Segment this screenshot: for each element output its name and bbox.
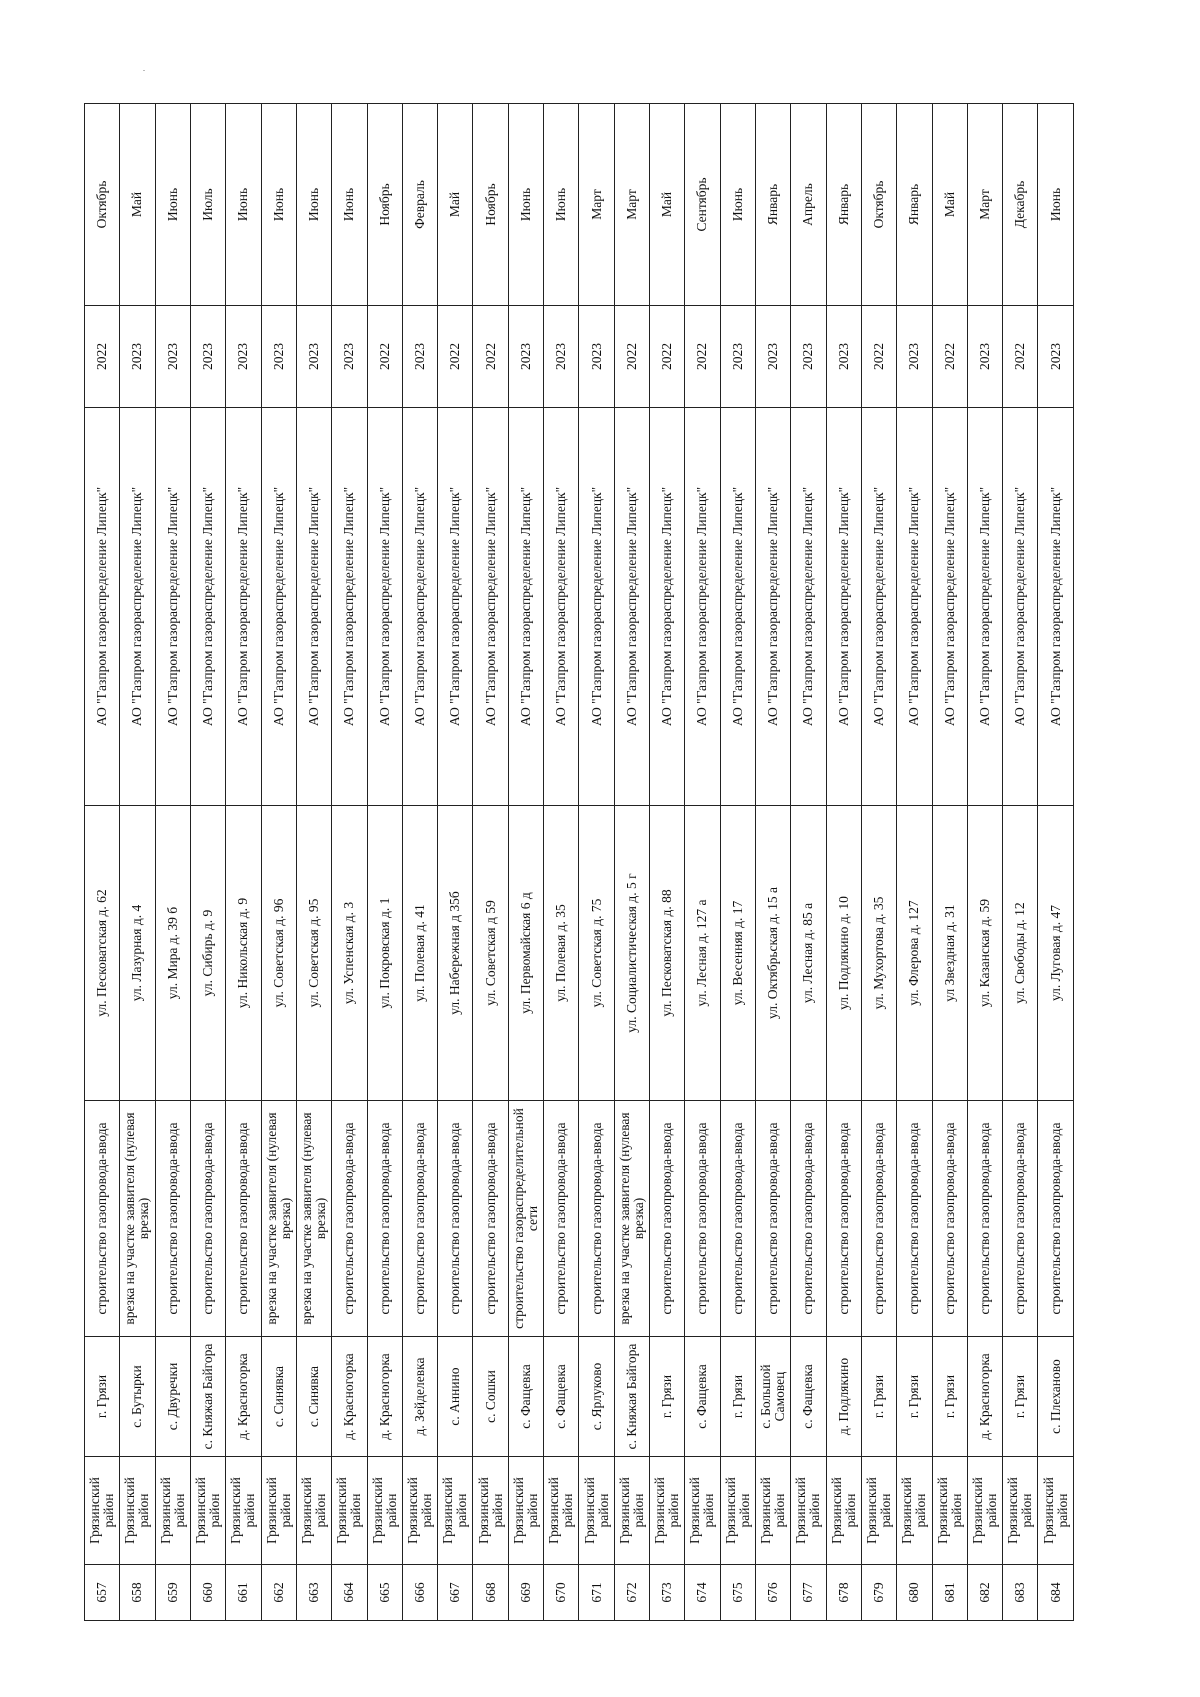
row-number: 679 (861, 1565, 896, 1621)
locality-cell: с. Синявка (296, 1337, 331, 1457)
year-cell: 2023 (791, 306, 826, 408)
address-cell: ул. Первомайская 6 д (508, 806, 543, 1101)
district-cell: Грязинский район (296, 1457, 331, 1565)
year-cell: 2023 (897, 306, 932, 408)
locality-cell: д. Зейделевка (402, 1337, 437, 1457)
locality-cell: с. Княжая Байгора (190, 1337, 225, 1457)
row-number: 670 (544, 1565, 579, 1621)
month-cell: Июнь (261, 104, 296, 306)
row-number: 669 (508, 1565, 543, 1621)
table-row (861, 104, 896, 1621)
row-number: 674 (685, 1565, 720, 1621)
locality-cell: с. Фащевка (544, 1337, 579, 1457)
organization-cell: АО "Газпром газораспределение Липецк" (544, 408, 579, 806)
work-type-cell: строительство газопровода-ввода (332, 1101, 367, 1337)
year-cell: 2023 (402, 306, 437, 408)
year-cell: 2023 (261, 306, 296, 408)
row-number: 658 (120, 1565, 155, 1621)
row-number: 665 (367, 1565, 402, 1621)
table-row (1038, 104, 1074, 1621)
year-cell: 2023 (190, 306, 225, 408)
work-type-cell: строительство газопровода-ввода (579, 1101, 614, 1337)
work-type-cell: строительство газопровода-ввода (473, 1101, 508, 1337)
organization-cell: АО "Газпром газораспределение Липецк" (967, 408, 1002, 806)
locality-cell: с. Княжая Байгора (614, 1337, 649, 1457)
work-type-cell: врезка на участке заявителя (нулевая врезка) (614, 1101, 649, 1337)
locality-cell: с. Фащевка (508, 1337, 543, 1457)
locality-cell: с. Большой Самовец (755, 1337, 790, 1457)
work-type-cell: строительство газопровода-ввода (897, 1101, 932, 1337)
address-cell: ул. Советская д 59 (473, 806, 508, 1101)
table-row (438, 104, 473, 1621)
organization-cell: АО "Газпром газораспределение Липецк" (332, 408, 367, 806)
row-number: 676 (755, 1565, 790, 1621)
address-cell: ул. Мухортова д. 35 (861, 806, 896, 1101)
locality-cell: д. Красногорка (332, 1337, 367, 1457)
month-cell: Март (579, 104, 614, 306)
address-cell: ул. Советская д. 75 (579, 806, 614, 1101)
row-number: 684 (1038, 1565, 1074, 1621)
locality-cell: г. Грязи (720, 1337, 755, 1457)
month-cell: Июнь (720, 104, 755, 306)
year-cell: 2022 (367, 306, 402, 408)
organization-cell: АО "Газпром газораспределение Липецк" (1038, 408, 1074, 806)
organization-cell: АО "Газпром газораспределение Липецк" (791, 408, 826, 806)
row-number: 675 (720, 1565, 755, 1621)
district-cell: Грязинский район (367, 1457, 402, 1565)
table-row (791, 104, 826, 1621)
table-row (614, 104, 649, 1621)
month-cell: Январь (897, 104, 932, 306)
district-cell: Грязинский район (402, 1457, 437, 1565)
address-cell: ул. Сибирь д. 9 (190, 806, 225, 1101)
address-cell: ул. Советская д. 95 (296, 806, 331, 1101)
work-type-cell: строительство газопровода-ввода (685, 1101, 720, 1337)
year-cell: 2022 (85, 306, 120, 408)
district-cell: Грязинский район (755, 1457, 790, 1565)
address-cell: ул. Полевая д. 35 (544, 806, 579, 1101)
year-cell: 2023 (967, 306, 1002, 408)
organization-cell: АО "Газпром газораспределение Липецк" (226, 408, 261, 806)
row-number: 664 (332, 1565, 367, 1621)
table-row (1003, 104, 1038, 1621)
table-row (85, 104, 120, 1621)
rotated-table-container (84, 104, 1074, 1621)
district-cell: Грязинский район (967, 1457, 1002, 1565)
month-cell: Январь (755, 104, 790, 306)
row-number: 668 (473, 1565, 508, 1621)
row-number: 663 (296, 1565, 331, 1621)
year-cell: 2023 (720, 306, 755, 408)
locality-cell: с. Плеханово (1038, 1337, 1074, 1457)
district-cell: Грязинский район (120, 1457, 155, 1565)
year-cell: 2022 (438, 306, 473, 408)
district-cell: Грязинский район (85, 1457, 120, 1565)
year-cell: 2023 (1038, 306, 1074, 408)
address-cell: ул. Никольская д. 9 (226, 806, 261, 1101)
work-type-cell: строительство газопровода-ввода (438, 1101, 473, 1337)
organization-cell: АО "Газпром газораспределение Липецк" (367, 408, 402, 806)
district-cell: Грязинский район (332, 1457, 367, 1565)
district-cell: Грязинский район (685, 1457, 720, 1565)
month-cell: Июнь (226, 104, 261, 306)
year-cell: 2023 (755, 306, 790, 408)
table-row (473, 104, 508, 1621)
locality-cell: с. Фащевка (685, 1337, 720, 1457)
row-number: 672 (614, 1565, 649, 1621)
address-cell: ул. Свободы д. 12 (1003, 806, 1038, 1101)
year-cell: 2023 (226, 306, 261, 408)
district-cell: Грязинский район (791, 1457, 826, 1565)
month-cell: Декабрь (1003, 104, 1038, 306)
row-number: 678 (826, 1565, 861, 1621)
work-type-cell: строительство газопровода-ввода (367, 1101, 402, 1337)
month-cell: Июнь (155, 104, 190, 306)
address-cell: ул. Песковатская д. 88 (650, 806, 685, 1101)
address-cell: ул. Луговая д. 47 (1038, 806, 1074, 1101)
month-cell: Октябрь (861, 104, 896, 306)
month-cell: Май (932, 104, 967, 306)
row-number: 662 (261, 1565, 296, 1621)
address-cell: ул. Песковатская д. 62 (85, 806, 120, 1101)
address-cell: ул. Лазурная д. 4 (120, 806, 155, 1101)
row-number: 661 (226, 1565, 261, 1621)
organization-cell: АО "Газпром газораспределение Липецк" (85, 408, 120, 806)
district-cell: Грязинский район (544, 1457, 579, 1565)
organization-cell: АО "Газпром газораспределение Липецк" (473, 408, 508, 806)
table-row (932, 104, 967, 1621)
locality-cell: г. Грязи (897, 1337, 932, 1457)
locality-cell: г. Грязи (650, 1337, 685, 1457)
locality-cell: д. Подлякино (826, 1337, 861, 1457)
organization-cell: АО "Газпром газораспределение Липецк" (897, 408, 932, 806)
month-cell: Ноябрь (473, 104, 508, 306)
district-cell: Грязинский район (190, 1457, 225, 1565)
table-row (367, 104, 402, 1621)
work-type-cell: строительство газопровода-ввода (932, 1101, 967, 1337)
year-cell: 2022 (650, 306, 685, 408)
month-cell: Июнь (508, 104, 543, 306)
address-cell: ул. Успенская д. 3 (332, 806, 367, 1101)
organization-cell: АО "Газпром газораспределение Липецк" (508, 408, 543, 806)
table-row (650, 104, 685, 1621)
year-cell: 2022 (473, 306, 508, 408)
address-cell: ул. Октябрьская д. 15 а (755, 806, 790, 1101)
district-cell: Грязинский район (438, 1457, 473, 1565)
district-cell: Грязинский район (614, 1457, 649, 1565)
table-row (755, 104, 790, 1621)
year-cell: 2023 (296, 306, 331, 408)
organization-cell: АО "Газпром газораспределение Липецк" (120, 408, 155, 806)
organization-cell: АО "Газпром газораспределение Липецк" (296, 408, 331, 806)
locality-cell: г. Грязи (85, 1337, 120, 1457)
year-cell: 2023 (508, 306, 543, 408)
district-cell: Грязинский район (579, 1457, 614, 1565)
row-number: 666 (402, 1565, 437, 1621)
table-row (120, 104, 155, 1621)
row-number: 659 (155, 1565, 190, 1621)
table-row (544, 104, 579, 1621)
year-cell: 2022 (685, 306, 720, 408)
address-cell: ул. Набережная д 35б (438, 806, 473, 1101)
organization-cell: АО "Газпром газораспределение Липецк" (1003, 408, 1038, 806)
row-number: 677 (791, 1565, 826, 1621)
address-cell: ул. Покровская д. 1 (367, 806, 402, 1101)
year-cell: 2023 (120, 306, 155, 408)
month-cell: Июнь (332, 104, 367, 306)
month-cell: Июнь (1038, 104, 1074, 306)
organization-cell: АО "Газпром газораспределение Липецк" (614, 408, 649, 806)
organization-cell: АО "Газпром газораспределение Липецк" (826, 408, 861, 806)
locality-cell: с. Сошки (473, 1337, 508, 1457)
row-number: 680 (897, 1565, 932, 1621)
address-cell: ул. Лесная д. 127 а (685, 806, 720, 1101)
organization-cell: АО "Газпром газораспределение Липецк" (861, 408, 896, 806)
table-row (579, 104, 614, 1621)
work-type-cell: строительство газопровода-ввода (755, 1101, 790, 1337)
gas-connection-table (84, 103, 1074, 1621)
work-type-cell: врезка на участке заявителя (нулевая врезка) (261, 1101, 296, 1337)
organization-cell: АО "Газпром газораспределение Липецк" (579, 408, 614, 806)
month-cell: Ноябрь (367, 104, 402, 306)
address-cell: ул. Казанская д. 59 (967, 806, 1002, 1101)
year-cell: 2022 (614, 306, 649, 408)
work-type-cell: врезка на участке заявителя (нулевая врезка) (120, 1101, 155, 1337)
work-type-cell: строительство газопровода-ввода (1003, 1101, 1038, 1337)
district-cell: Грязинский район (932, 1457, 967, 1565)
organization-cell: АО "Газпром газораспределение Липецк" (685, 408, 720, 806)
locality-cell: с. Бутырки (120, 1337, 155, 1457)
locality-cell: с. Фащевка (791, 1337, 826, 1457)
work-type-cell: строительство газопровода-ввода (967, 1101, 1002, 1337)
work-type-cell: строительство газопровода-ввода (155, 1101, 190, 1337)
month-cell: Июнь (296, 104, 331, 306)
locality-cell: с. Синявка (261, 1337, 296, 1457)
district-cell: Грязинский район (261, 1457, 296, 1565)
work-type-cell: строительство газопровода-ввода (402, 1101, 437, 1337)
table-row (897, 104, 932, 1621)
work-type-cell: врезка на участке заявителя (нулевая врезка) (296, 1101, 331, 1337)
table-row (296, 104, 331, 1621)
district-cell: Грязинский район (650, 1457, 685, 1565)
table-row (720, 104, 755, 1621)
month-cell: Апрель (791, 104, 826, 306)
row-number: 683 (1003, 1565, 1038, 1621)
month-cell: Январь (826, 104, 861, 306)
year-cell: 2022 (861, 306, 896, 408)
locality-cell: с. Двуречки (155, 1337, 190, 1457)
district-cell: Грязинский район (1038, 1457, 1074, 1565)
month-cell: Май (438, 104, 473, 306)
district-cell: Грязинский район (826, 1457, 861, 1565)
locality-cell: г. Грязи (861, 1337, 896, 1457)
work-type-cell: строительство газопровода-ввода (226, 1101, 261, 1337)
organization-cell: АО "Газпром газораспределение Липецк" (438, 408, 473, 806)
work-type-cell: строительство газопровода-ввода (650, 1101, 685, 1337)
table-row (508, 104, 543, 1621)
year-cell: 2023 (332, 306, 367, 408)
row-number: 673 (650, 1565, 685, 1621)
year-cell: 2023 (579, 306, 614, 408)
organization-cell: АО "Газпром газораспределение Липецк" (155, 408, 190, 806)
locality-cell: д. Красногорка (367, 1337, 402, 1457)
month-cell: Февраль (402, 104, 437, 306)
organization-cell: АО "Газпром газораспределение Липецк" (402, 408, 437, 806)
work-type-cell: строительство газопровода-ввода (85, 1101, 120, 1337)
month-cell: Май (650, 104, 685, 306)
month-cell: Сентябрь (685, 104, 720, 306)
work-type-cell: строительство газопровода-ввода (1038, 1101, 1074, 1337)
year-cell: 2022 (1003, 306, 1038, 408)
district-cell: Грязинский район (226, 1457, 261, 1565)
month-cell: Май (120, 104, 155, 306)
year-cell: 2022 (932, 306, 967, 408)
organization-cell: АО "Газпром газораспределение Липецк" (190, 408, 225, 806)
month-cell: Июнь (544, 104, 579, 306)
table-row (155, 104, 190, 1621)
address-cell: ул. Подлякино д. 10 (826, 806, 861, 1101)
work-type-cell: строительство газопровода-ввода (791, 1101, 826, 1337)
row-number: 660 (190, 1565, 225, 1621)
locality-cell: с. Аннино (438, 1337, 473, 1457)
row-number: 682 (967, 1565, 1002, 1621)
district-cell: Грязинский район (720, 1457, 755, 1565)
address-cell: ул. Полевая д. 41 (402, 806, 437, 1101)
work-type-cell: строительство газораспределительной сети (508, 1101, 543, 1337)
table-body (85, 104, 1074, 1621)
year-cell: 2023 (826, 306, 861, 408)
work-type-cell: строительство газопровода-ввода (190, 1101, 225, 1337)
row-number: 681 (932, 1565, 967, 1621)
table-row (685, 104, 720, 1621)
district-cell: Грязинский район (508, 1457, 543, 1565)
district-cell: Грязинский район (1003, 1457, 1038, 1565)
locality-cell: с. Ярлуково (579, 1337, 614, 1457)
work-type-cell: строительство газопровода-ввода (861, 1101, 896, 1337)
month-cell: Март (967, 104, 1002, 306)
month-cell: Март (614, 104, 649, 306)
organization-cell: АО "Газпром газораспределение Липецк" (720, 408, 755, 806)
scan-speck (143, 70, 145, 71)
table-row (332, 104, 367, 1621)
address-cell: ул Звездная д. 31 (932, 806, 967, 1101)
organization-cell: АО "Газпром газораспределение Липецк" (755, 408, 790, 806)
table-row (226, 104, 261, 1621)
row-number: 657 (85, 1565, 120, 1621)
locality-cell: г. Грязи (1003, 1337, 1038, 1457)
locality-cell: д. Красногорка (967, 1337, 1002, 1457)
row-number: 667 (438, 1565, 473, 1621)
work-type-cell: строительство газопровода-ввода (544, 1101, 579, 1337)
district-cell: Грязинский район (861, 1457, 896, 1565)
district-cell: Грязинский район (155, 1457, 190, 1565)
table-row (261, 104, 296, 1621)
month-cell: Июль (190, 104, 225, 306)
address-cell: ул. Лесная д. 85 а (791, 806, 826, 1101)
district-cell: Грязинский район (473, 1457, 508, 1565)
organization-cell: АО "Газпром газораспределение Липецк" (650, 408, 685, 806)
district-cell: Грязинский район (897, 1457, 932, 1565)
address-cell: ул. Флерова д. 127 (897, 806, 932, 1101)
organization-cell: АО "Газпром газораспределение Липецк" (261, 408, 296, 806)
year-cell: 2023 (544, 306, 579, 408)
row-number: 671 (579, 1565, 614, 1621)
table-row (402, 104, 437, 1621)
address-cell: ул. Весенняя д. 17 (720, 806, 755, 1101)
table-row (826, 104, 861, 1621)
organization-cell: АО "Газпром газораспределение Липецк" (932, 408, 967, 806)
year-cell: 2023 (155, 306, 190, 408)
table-row (967, 104, 1002, 1621)
month-cell: Октябрь (85, 104, 120, 306)
work-type-cell: строительство газопровода-ввода (826, 1101, 861, 1337)
work-type-cell: строительство газопровода-ввода (720, 1101, 755, 1337)
address-cell: ул. Социалистическая д. 5 г (614, 806, 649, 1101)
address-cell: ул. Мира д. 39 б (155, 806, 190, 1101)
locality-cell: д. Красногорка (226, 1337, 261, 1457)
table-row (190, 104, 225, 1621)
address-cell: ул. Советская д. 96 (261, 806, 296, 1101)
locality-cell: г. Грязи (932, 1337, 967, 1457)
